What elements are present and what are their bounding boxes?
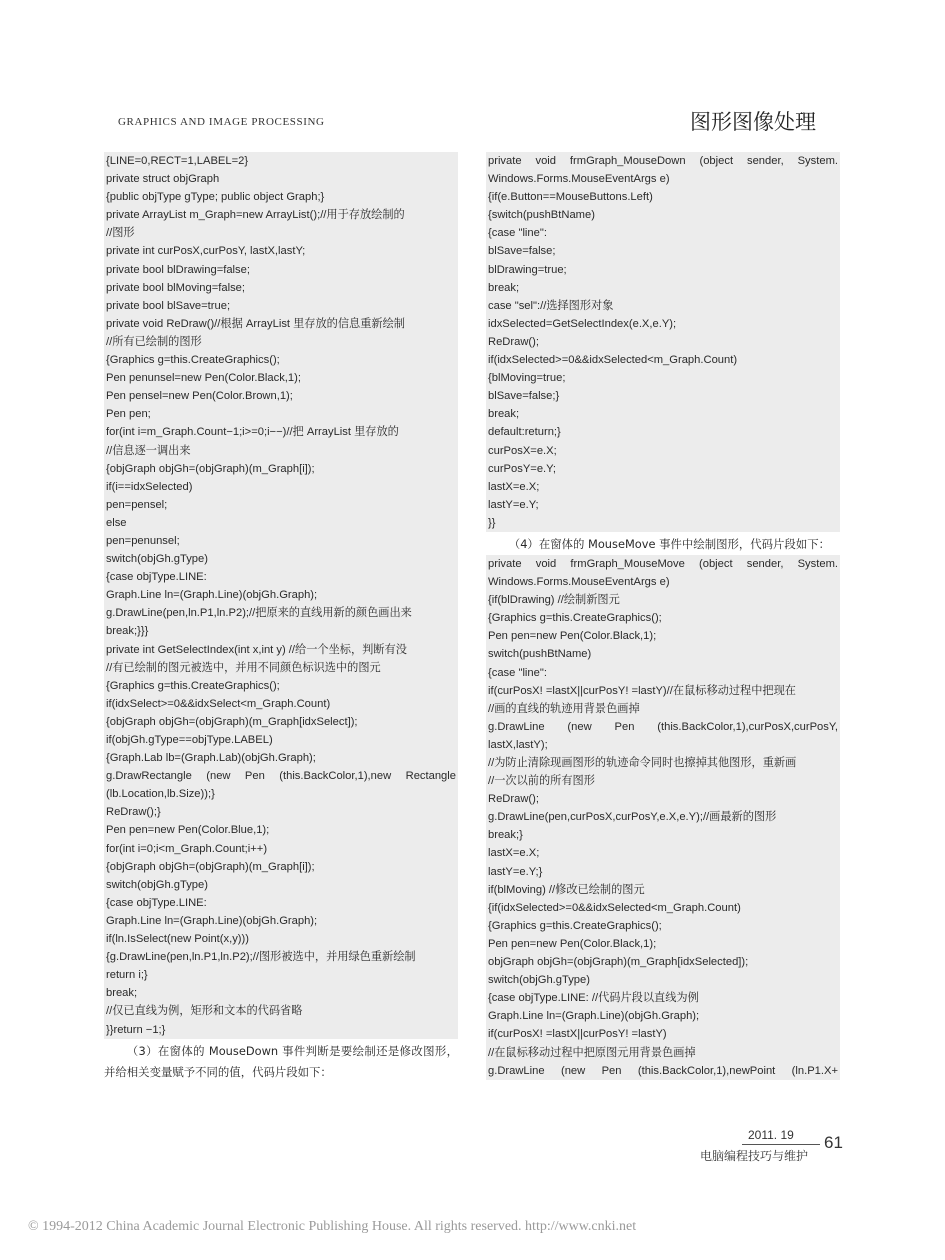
code-line: Pen pen=new Pen(Color.Blue,1); — [106, 824, 270, 837]
code-line: private bool blSave=true; — [106, 299, 231, 312]
code-line: g.DrawLine(pen,curPosX,curPosY,e.X,e.Y);//画最新的图形 — [488, 811, 777, 824]
code-line: if(i==idxSelected) — [106, 480, 193, 493]
code-line: {if(e.Button==MouseButtons.Left) — [488, 191, 653, 204]
footer-divider — [742, 1144, 820, 1145]
code-line: private bool blDrawing=false; — [106, 263, 250, 276]
code-line: if(curPosX! =lastX||curPosY! =lastY)//在鼠标移动过程中把现在 — [488, 684, 796, 697]
section-header-en: GRAPHICS AND IMAGE PROCESSING — [118, 116, 325, 128]
code-line: //一次以前的所有图形 — [488, 775, 595, 788]
code-line: break; — [488, 281, 520, 294]
code-line: private ArrayList m_Graph=new ArrayList();//用于存放绘制的 — [106, 209, 405, 222]
code-line: ReDraw(); — [488, 793, 539, 806]
code-line: idxSelected=GetSelectIndex(e.X,e.Y); — [488, 317, 677, 330]
code-line: private void frmGraph_MouseDown (object sender, System. — [488, 155, 838, 167]
code-line: switch(objGh.gType) — [106, 878, 208, 891]
code-line: g.DrawRectangle (new Pen (this.BackColor,1),new Rectangle — [106, 770, 456, 783]
code-line: {case "line": — [488, 666, 547, 679]
right-column — [486, 152, 840, 1080]
code-line: //所有已绘制的图形 — [106, 335, 202, 348]
code-line: g.DrawLine (new Pen (this.BackColor,1),newPoint (ln.P1.X+ — [488, 1064, 838, 1077]
code-line: pen=penunsel; — [106, 534, 180, 547]
code-line: break; — [488, 408, 520, 421]
left-code-block — [104, 152, 458, 1039]
code-line: if(idxSelected>=0&&idxSelected<m_Graph.Count) — [488, 354, 738, 367]
code-line: private int curPosX,curPosY, lastX,lastY; — [106, 245, 306, 258]
code-line: {case objType.LINE: — [106, 896, 207, 909]
code-line: Windows.Forms.MouseEventArgs e) — [488, 173, 670, 186]
code-line: ReDraw();} — [106, 806, 161, 819]
code-line: Pen pen=new Pen(Color.Black,1); — [488, 630, 657, 643]
code-line: {Graphics g=this.CreateGraphics(); — [488, 919, 662, 932]
code-line: Pen pensel=new Pen(Color.Brown,1); — [106, 390, 293, 403]
code-line: Graph.Line ln=(Graph.Line)(objGh.Graph); — [488, 1010, 700, 1023]
code-line: Graph.Line ln=(Graph.Line)(objGh.Graph); — [106, 589, 318, 602]
code-line: curPosX=e.X; — [488, 444, 557, 457]
left-column — [104, 152, 458, 1083]
code-line: ReDraw(); — [488, 335, 539, 348]
code-line: //为防止清除现画图形的轨迹命令同时也擦掉其他图形，重新画 — [488, 757, 797, 769]
mousedown-code-block — [486, 152, 840, 532]
code-line: private void frmGraph_MouseMove (object sender, System. — [488, 557, 838, 570]
code-line: {Graph.Lab lb=(Graph.Lab)(objGh.Graph); — [106, 752, 316, 765]
code-line: for(int i=m_Graph.Count−1;i>=0;i−−)//把 ArrayList 里存放的 — [106, 426, 399, 439]
code-line: lastX,lastY); — [488, 738, 548, 751]
code-line: pen=pensel; — [106, 498, 168, 511]
code-line: //画的直线的轨迹用背景色画掉 — [488, 702, 640, 715]
code-line: //图形 — [106, 227, 135, 240]
code-line: {if(idxSelected>=0&&idxSelected<m_Graph.Count) — [488, 901, 741, 914]
code-line: case "sel"://选择图形对象 — [488, 299, 614, 312]
code-line: Pen penunsel=new Pen(Color.Black,1); — [106, 372, 301, 385]
code-line: Graph.Line ln=(Graph.Line)(objGh.Graph); — [106, 914, 318, 927]
code-line: {public objType gType; public object Graph;} — [106, 191, 325, 204]
code-line: //有已绘制的图元被选中，并用不同颜色标识选中的图元 — [106, 661, 381, 674]
copyright-notice: © 1994-2012 China Academic Journal Electronic Publishing House. All rights reserved. http://www.cnki.net — [28, 1219, 637, 1234]
code-line: {LINE=0,RECT=1,LABEL=2} — [106, 155, 249, 167]
code-line: blSave=false; — [488, 245, 556, 258]
code-line: private int GetSelectIndex(int x,int y) //给一个坐标，判断有没 — [106, 643, 407, 656]
code-line: {Graphics g=this.CreateGraphics(); — [106, 679, 280, 692]
code-line: {g.DrawLine(pen,ln.P1,ln.P2);//图形被选中，并用绿色重新绘制 — [106, 951, 416, 964]
code-line: //信息逐一调出来 — [106, 444, 191, 457]
code-line: (lb.Location,lb.Size));} — [106, 788, 215, 801]
code-line: break; — [106, 987, 138, 1000]
code-line: //在鼠标移动过程中把原图元用背景色画掉 — [488, 1046, 696, 1059]
code-line: curPosY=e.Y; — [488, 462, 556, 475]
code-line: {switch(pushBtName) — [488, 209, 595, 222]
code-line: break;}}} — [106, 625, 149, 638]
code-line: if(blMoving) //修改已绘制的图元 — [488, 883, 645, 896]
code-line: {objGraph objGh=(objGraph)(m_Graph[idxSelect]); — [106, 715, 358, 728]
code-line: {blMoving=true; — [488, 372, 566, 385]
code-line: g.DrawLine (new Pen (this.BackColor,1),curPosX,curPosY, — [488, 720, 838, 733]
page-number: 61 — [824, 1133, 843, 1152]
code-line: switch(objGh.gType) — [488, 974, 590, 987]
code-line: private struct objGraph — [106, 173, 220, 186]
code-line: Pen pen; — [106, 408, 151, 421]
code-line: {if(blDrawing) //绘制新图元 — [488, 594, 620, 607]
code-line: if(objGh.gType==objType.LABEL) — [106, 734, 273, 746]
code-line: default:return;} — [488, 426, 561, 439]
code-line: //仅已直线为例，矩形和文本的代码省略 — [106, 1005, 303, 1018]
section-3-paragraph: （3）在窗体的 MouseDown 事件判断是要绘制还是修改图形，并给相关变量赋予不同的值，代码片段如下： — [104, 1043, 458, 1079]
code-line: switch(pushBtName) — [488, 648, 592, 661]
issue-number: 2011. 19 — [748, 1128, 794, 1142]
code-line: }}return −1;} — [106, 1023, 166, 1036]
code-line: {case objType.LINE: — [106, 571, 207, 584]
mousemove-code-block — [486, 555, 840, 1080]
section-header-cn: 图形图像处理 — [690, 110, 816, 134]
code-line: else — [106, 516, 127, 529]
journal-name: 电脑编程技巧与维护 — [700, 1149, 809, 1163]
code-line: Pen pen=new Pen(Color.Black,1); — [488, 937, 657, 950]
code-line: lastX=e.X; — [488, 847, 540, 860]
code-line: {case objType.LINE: //代码片段以直线为例 — [488, 992, 699, 1005]
code-line: lastY=e.Y; — [488, 498, 539, 511]
code-line: {Graphics g=this.CreateGraphics(); — [488, 612, 662, 625]
code-line: if(ln.IsSelect(new Point(x,y))) — [106, 933, 249, 946]
code-line: private void ReDraw()//根据 ArrayList 里存放的信息重新绘制 — [106, 317, 405, 330]
code-line: }} — [488, 516, 496, 529]
section-4-paragraph: （4）在窗体的 MouseMove 事件中绘制图形，代码片段如下： — [508, 536, 830, 551]
code-line: Windows.Forms.MouseEventArgs e) — [488, 576, 670, 589]
code-line: break;} — [488, 829, 523, 842]
code-line: lastY=e.Y;} — [488, 865, 543, 878]
code-line: {objGraph objGh=(objGraph)(m_Graph[i]); — [106, 462, 315, 475]
code-line: if(idxSelect>=0&&idxSelect<m_Graph.Count) — [106, 697, 331, 710]
code-line: private bool blMoving=false; — [106, 281, 245, 294]
code-line: g.DrawLine(pen,ln.P1,ln.P2);//把原来的直线用新的颜色画出来 — [106, 607, 412, 620]
code-line: {objGraph objGh=(objGraph)(m_Graph[i]); — [106, 860, 315, 873]
code-line: objGraph objGh=(objGraph)(m_Graph[idxSelected]); — [488, 956, 749, 969]
code-line: blDrawing=true; — [488, 263, 567, 276]
code-line: if(curPosX! =lastX||curPosY! =lastY) — [488, 1028, 667, 1041]
code-line: switch(objGh.gType) — [106, 553, 208, 566]
code-line: {case "line": — [488, 227, 547, 240]
code-line: return i;} — [106, 969, 148, 982]
code-line: {Graphics g=this.CreateGraphics(); — [106, 354, 280, 367]
code-line: blSave=false;} — [488, 390, 560, 403]
code-line: lastX=e.X; — [488, 480, 540, 493]
code-line: for(int i=0;i<m_Graph.Count;i++) — [106, 842, 268, 855]
